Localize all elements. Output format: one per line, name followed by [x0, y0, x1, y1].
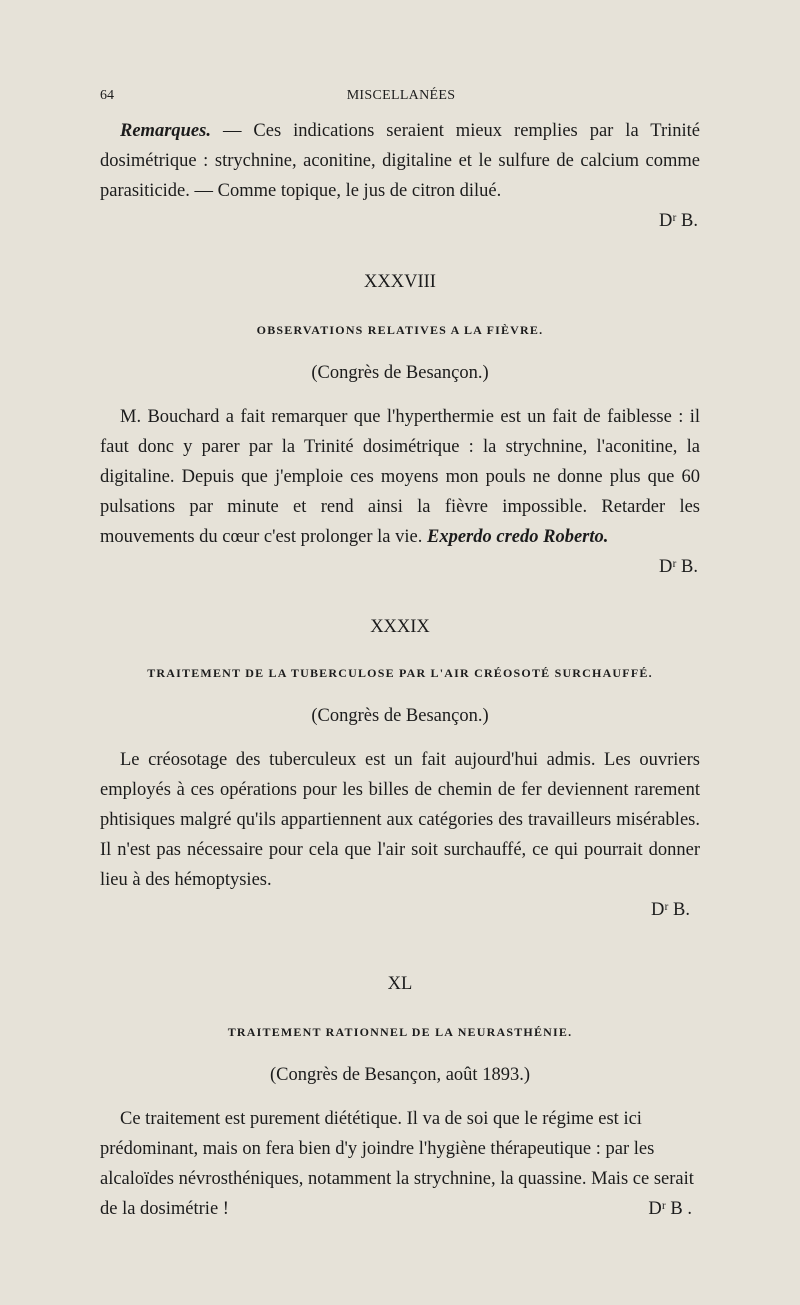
- section-body: [100, 402, 700, 552]
- section-xxxviii: [100, 267, 700, 582]
- section-subtitle: (Congrès de Besançon.): [311, 363, 489, 383]
- signature: Dʳ B .: [648, 1199, 692, 1219]
- section-xl: [100, 969, 700, 1224]
- section-numeral: XXXIX: [370, 617, 430, 637]
- page-content: [100, 116, 700, 1224]
- section-title: TRAITEMENT RATIONNEL DE LA NEURASTHÉNIE.: [227, 1025, 573, 1039]
- signature: Dʳ B.: [651, 900, 690, 920]
- section-subtitle: (Congrès de Besançon.): [311, 706, 489, 726]
- page-number: 64: [100, 88, 114, 103]
- page-header: [100, 88, 702, 112]
- section-body: [100, 1104, 700, 1224]
- section-numeral: XXXVIII: [364, 272, 436, 292]
- remarks-text: — Ces indications seraient mieux remplies par la Trinité dosimétrique : strychnine, aconitine, digitaline et le sulfure de calcium comme parasiticide. — Comme topique, le jus de citron dilué.: [100, 121, 700, 201]
- remarks-lead: Remarques.: [120, 121, 211, 141]
- remarks-paragraph: [100, 116, 700, 206]
- section-xxxix: [100, 612, 700, 925]
- section-body-text: Ce traitement est purement diététique. Il va de soi que le régime est ici prédominant, mais on fera bien d'y joindre l'hygiène thérapeutique : par les alcaloïdes névrosthéniques, notamment la strychnine, la quassine. Mais ce serait de la dosimétrie !: [100, 1109, 694, 1219]
- section-title: TRAITEMENT DE LA TUBERCULOSE PAR L'AIR CRÉOSOTÉ SURCHAUFFÉ.: [147, 666, 653, 680]
- section-body-text: M. Bouchard a fait remarquer que l'hyperthermie est un fait de faiblesse : il faut donc y parer par la Trinité dosimétrique : la strychnine, l'aconitine, la digitaline. Depuis que j'emploie ces moyens mon pouls ne donne plus que 60 pulsations par minute et rend ainsi la fièvre impossible. Retarder les mouvements du cœur c'est prolonger la vie.: [100, 407, 700, 547]
- signature: Dʳ B.: [659, 557, 698, 577]
- signature: Dʳ B.: [659, 211, 698, 231]
- section-numeral: XL: [387, 974, 413, 994]
- latin-motto: Experdo credo Roberto.: [427, 527, 609, 547]
- section-title: OBSERVATIONS RELATIVES A LA FIÈVRE.: [256, 323, 544, 337]
- section-body: Le créosotage des tuberculeux est un fait aujourd'hui admis. Les ouvriers employés à ces opérations pour les billes de chemin de fer deviennent rarement phtisiques malgré qu'ils appartiennent aux catégories des travailleurs misérables. Il n'est pas nécessaire pour cela que l'air soit surchauffé, ce qui pourrait donner lieu à des hémoptysies.: [100, 750, 700, 890]
- section-subtitle: (Congrès de Besançon, août 1893.): [270, 1065, 530, 1085]
- running-title: MISCELLANÉES: [346, 88, 456, 103]
